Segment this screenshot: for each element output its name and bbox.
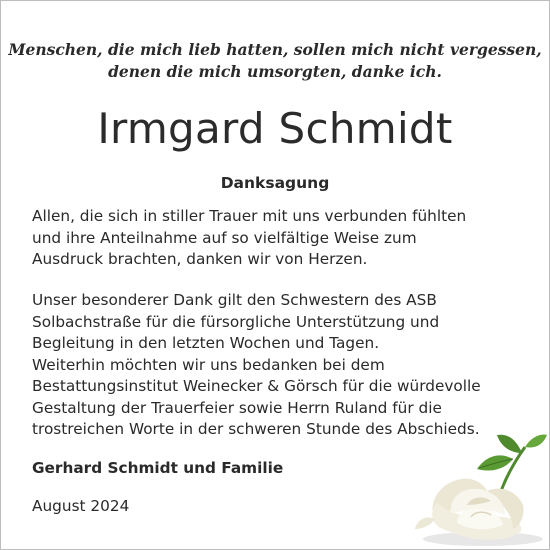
deceased-name: Irmgard Schmidt — [97, 104, 453, 153]
text-line: und ihre Anteilnahme auf so vielfältige Weise zum — [32, 228, 417, 247]
date-line: August 2024 — [32, 497, 130, 515]
text-line: Begleitung in den letzten Wochen und Tagen. — [32, 334, 380, 352]
thanks-paragraph-1 — [32, 206, 542, 271]
white-rose-icon — [413, 433, 549, 549]
section-heading: Danksagung — [220, 174, 330, 192]
memorial-quote — [1, 39, 549, 83]
memorial-quote-line-2: denen die mich umsorgten, danke ich. — [108, 62, 442, 81]
text-line: Allen, die sich in stiller Trauer mit uns verbunden fühlten — [32, 207, 467, 225]
signature-family: Gerhard Schmidt und Familie — [32, 459, 284, 477]
text-line: Ausdruck brachten, danken wir von Herzen. — [32, 250, 368, 268]
text-line: Unser besonderer Dank gilt den Schwestern des ASB — [32, 291, 437, 309]
text-line: Solbachstraße für die fürsorgliche Unterstützung und — [32, 312, 440, 331]
thanks-paragraph-2 — [32, 290, 542, 441]
memorial-quote-line-1: Menschen, die mich lieb hatten, sollen mich nicht vergessen, — [8, 40, 542, 59]
text-line: trostreichen Worte in der schweren Stunde des Abschieds. — [32, 420, 480, 438]
text-line: Weiterhin möchten wir uns bedanken bei dem — [32, 355, 385, 374]
text-line: Gestaltung der Trauerfeier sowie Herrn Ruland für die — [32, 398, 442, 417]
text-line: Bestattungsinstitut Weinecker & Görsch für die würdevolle — [32, 377, 481, 395]
